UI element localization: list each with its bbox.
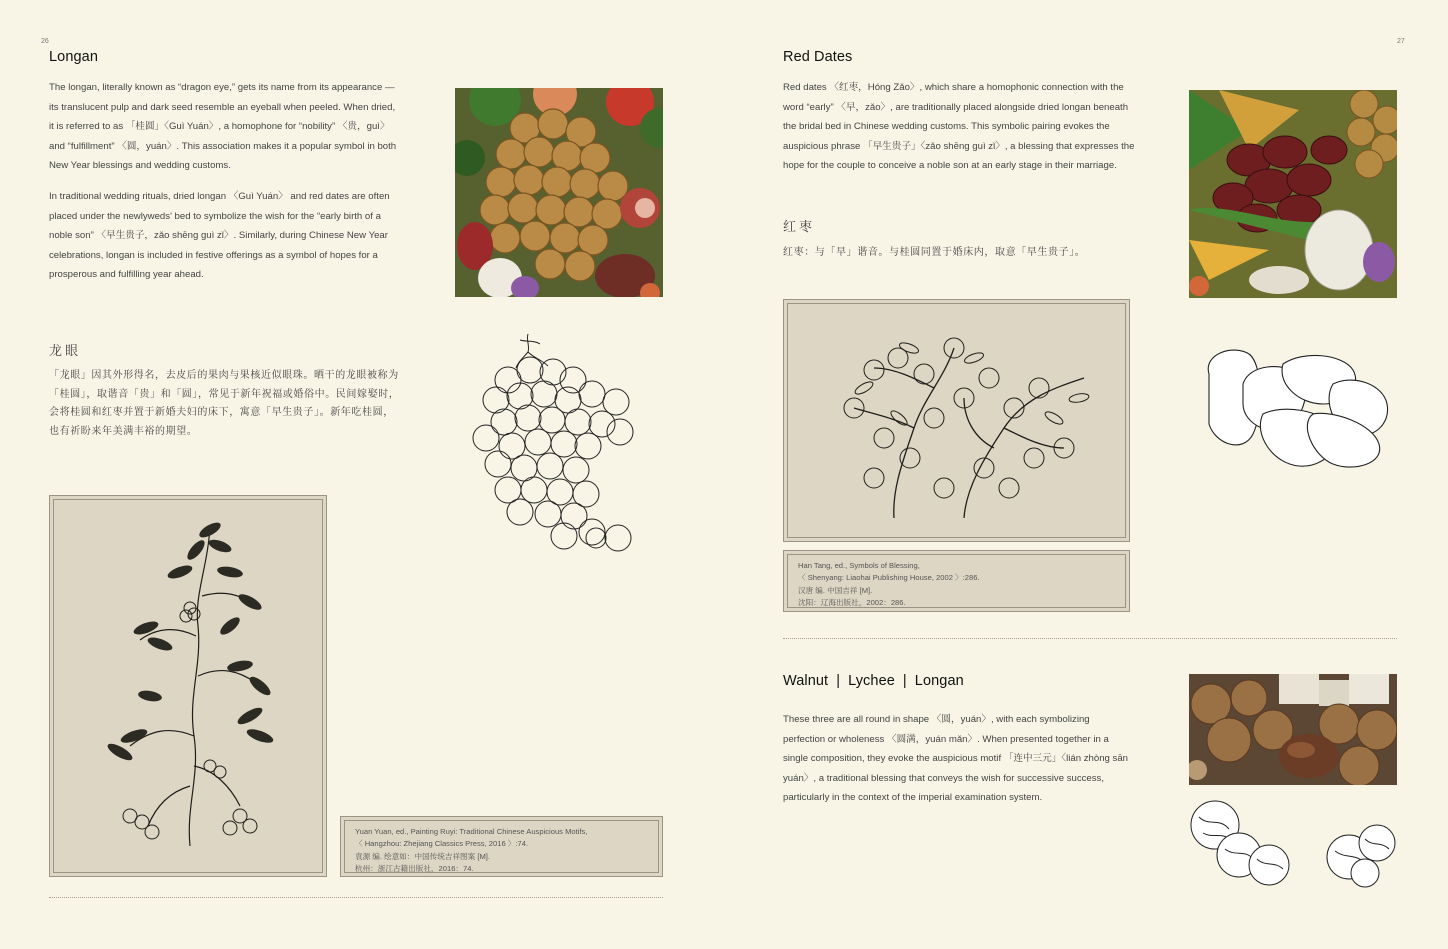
longan-photo: [455, 88, 663, 297]
longan-line-drawing: [468, 332, 638, 554]
title-walnut: Walnut: [783, 673, 829, 689]
walnut-lychee-longan-paragraph: These three are all round in shape 〈圆，yuán〉, with each symbolizing perfection or wholeness 〈圆满，yuán mǎn〉. When presented together in a single composition, they evoke the auspicious motif 「连中三元」〈lián zhòng sān yuán〉, a traditional blessing that conveys the wish for successive success, particularly in the context of the imperial examination system.: [783, 714, 1129, 804]
caption-line: 袁源 编. 绘意如：中国传统吉祥图案 [M].: [355, 851, 490, 861]
red-dates-zh-text: 红枣：与「早」谐音。与桂圆同置于婚床内，取意「早生贵子」。: [783, 247, 1086, 258]
caption-line: 汉唐 编. 中国吉祥 [M].: [798, 585, 873, 595]
longan-paragraph-2: In traditional wedding rituals, dried longan 〈Guì Yuán〉 and red dates are often placed under the newlyweds' bed to symbolize the wish for the “early birth of a noble son” 〈早生贵子，zǎo shēng guì zǐ〉. Similarly, during Chinese New Year celebrations, longan is included in festive offerings as a symbol of hopes for a prosperous and fulfilling year ahead.: [49, 190, 390, 281]
walnut-line-drawing: [1189, 797, 1397, 889]
caption-line: Han Tang, ed., Symbols of Blessing,: [798, 561, 920, 570]
red-dates-zh-title: 红枣: [783, 220, 816, 235]
longan-botanical-illustration: [49, 495, 327, 877]
caption-line: 〈 Hangzhou: Zhejiang Classics Press, 2016 〉:74.: [355, 839, 529, 849]
caption-line: 〈 Shenyang: Liaohai Publishing House, 2002 〉:286.: [798, 573, 980, 583]
divider-left: [49, 897, 663, 898]
red-dates-photo: [1189, 90, 1397, 298]
red-dates-caption: [783, 550, 1130, 612]
longan-caption: [340, 816, 663, 877]
red-dates-botanical-illustration: [783, 299, 1130, 542]
page-number-right: 27: [1397, 38, 1405, 45]
red-dates-line-drawing: [1203, 344, 1393, 474]
longan-title: Longan: [49, 49, 98, 65]
longan-zh-text: 「龙眼」因其外形得名，去皮后的果肉与果核近似眼珠。晒干的龙眼被称为「桂圆」，取谐音「贵」和「圆」，常见于新年祝福或婚俗中。民间嫁娶时，会将桂圆和红枣并置于新婚夫妇的床下，寓意「早生贵子」。新年吃桂圆，也有祈盼来年美满丰裕的期望。: [49, 370, 400, 437]
longan-zh-title: 龙眼: [49, 344, 82, 359]
page-number-left: 26: [41, 38, 49, 45]
title-lychee: Lychee: [848, 673, 895, 689]
red-dates-paragraph: Red dates 〈红枣，Hóng Zǎo〉, which share a homophonic connection with the word “early” 〈早，zǎo〉, are traditionally placed alongside dried longan beneath the bridal bed in Chinese wedding customs. This symbolic pairing evokes the auspicious phrase 「早生贵子」〈zǎo shēng guì zǐ〉, a blessing that expresses the hope for the couple to conceive a noble son at an early stage in their marriage.: [783, 82, 1135, 172]
divider-right: [783, 638, 1397, 639]
walnut-photo: [1189, 674, 1397, 785]
walnut-lychee-longan-title: Walnut | Lychee | Longan: [783, 673, 964, 689]
caption-line: 沈阳：辽海出版社，2002：286.: [798, 597, 906, 607]
longan-body: [49, 78, 399, 296]
caption-line: Yuan Yuan, ed., Painting Ruyi: Traditional Chinese Auspicious Motifs,: [355, 827, 588, 836]
title-longan: Longan: [914, 673, 964, 689]
red-dates-title: Red Dates: [783, 49, 853, 65]
caption-line: 杭州：浙江古籍出版社，2016：74.: [355, 863, 474, 873]
longan-paragraph-1: The longan, literally known as “dragon eye,” gets its name from its appearance — its translucent pulp and dark seed resemble an eyeball when peeled. When dried, it is referred to as 「桂圆」〈Guì Yuán〉, a homophone for “nobility” 〈贵，guì〉 and “fulfillment” 〈圆，yuán〉. This association makes it a popular symbol in both New Year blessings and wedding customs.: [49, 82, 397, 172]
